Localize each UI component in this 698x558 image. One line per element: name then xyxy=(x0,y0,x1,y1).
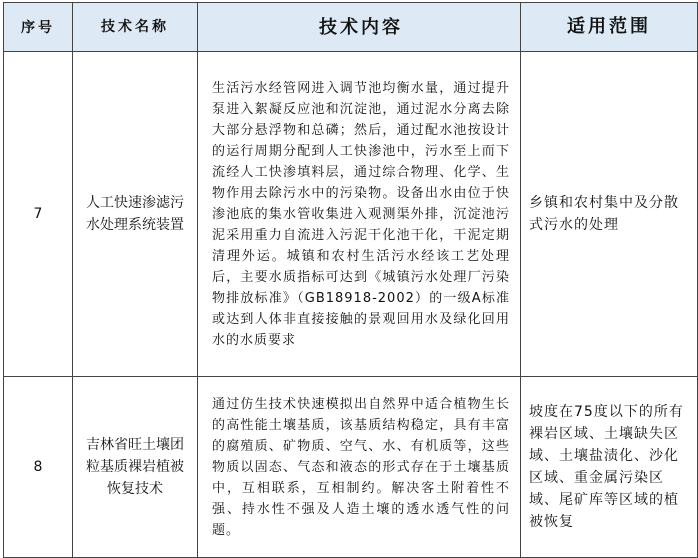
row-serial-number: 8 xyxy=(4,377,73,558)
header-scope: 适用范围 xyxy=(521,3,698,52)
row-tech-content: 生活污水经管网进入调节池均衡水量，通过提升泵进入絮凝反应池和沉淀池，通过泥水分离去除大部分悬浮物和总磷；然后，通过配水池按设计的运行周期分配到人工快渗池中，污水至上而下流经人工快渗填料层，通过综合物理、化学、生物作用去除污水中的污染物。设备出水由位于快渗池底的集水管收集进入观测渠外排，沉淀池污泥采用重力自流进入污泥干化池干化，干泥定期清理外运。城镇和农村生活污水经该工艺处理后，主要水质指标可达到《城镇污水处理厂污染物排放标准》（GB18918-2002）的一级A标准或达到人体非直接接触的景观回用水及绿化回用水的水质要求 xyxy=(198,52,521,377)
row-tech-content: 通过仿生技术快速模拟出自然界中适合植物生长的高性能土壤基质，该基质结构稳定，具有丰富的腐殖质、矿物质、空气、水、有机质等，这些物质以固态、气态和液态的形式存在于土壤基质中，互相联系，互相制约。解决客土附着性不强、持水性不强及人造土壤的透水透气性的问题。 xyxy=(198,377,521,558)
row-scope: 坡度在75度以下的所有裸岩区域、土壤缺失区域、土壤盐渍化、沙化区域、重金属污染区域、尾矿库等区域的植被恢复 xyxy=(521,377,698,558)
table-row xyxy=(4,377,698,558)
row-tech-name: 吉林省旺土壤团粒基质裸岩植被恢复技术 xyxy=(73,377,198,558)
row-scope: 乡镇和农村集中及分散式污水的处理 xyxy=(521,52,698,377)
table-row xyxy=(4,52,698,377)
header-tech-content: 技术内容 xyxy=(198,3,521,52)
header-serial-number: 序号 xyxy=(4,3,73,52)
row-serial-number: 7 xyxy=(4,52,73,377)
technology-table xyxy=(3,2,698,558)
header-tech-name: 技术名称 xyxy=(73,3,198,52)
row-tech-name: 人工快速渗滤污水处理系统装置 xyxy=(73,52,198,377)
table-header-row xyxy=(4,3,698,52)
